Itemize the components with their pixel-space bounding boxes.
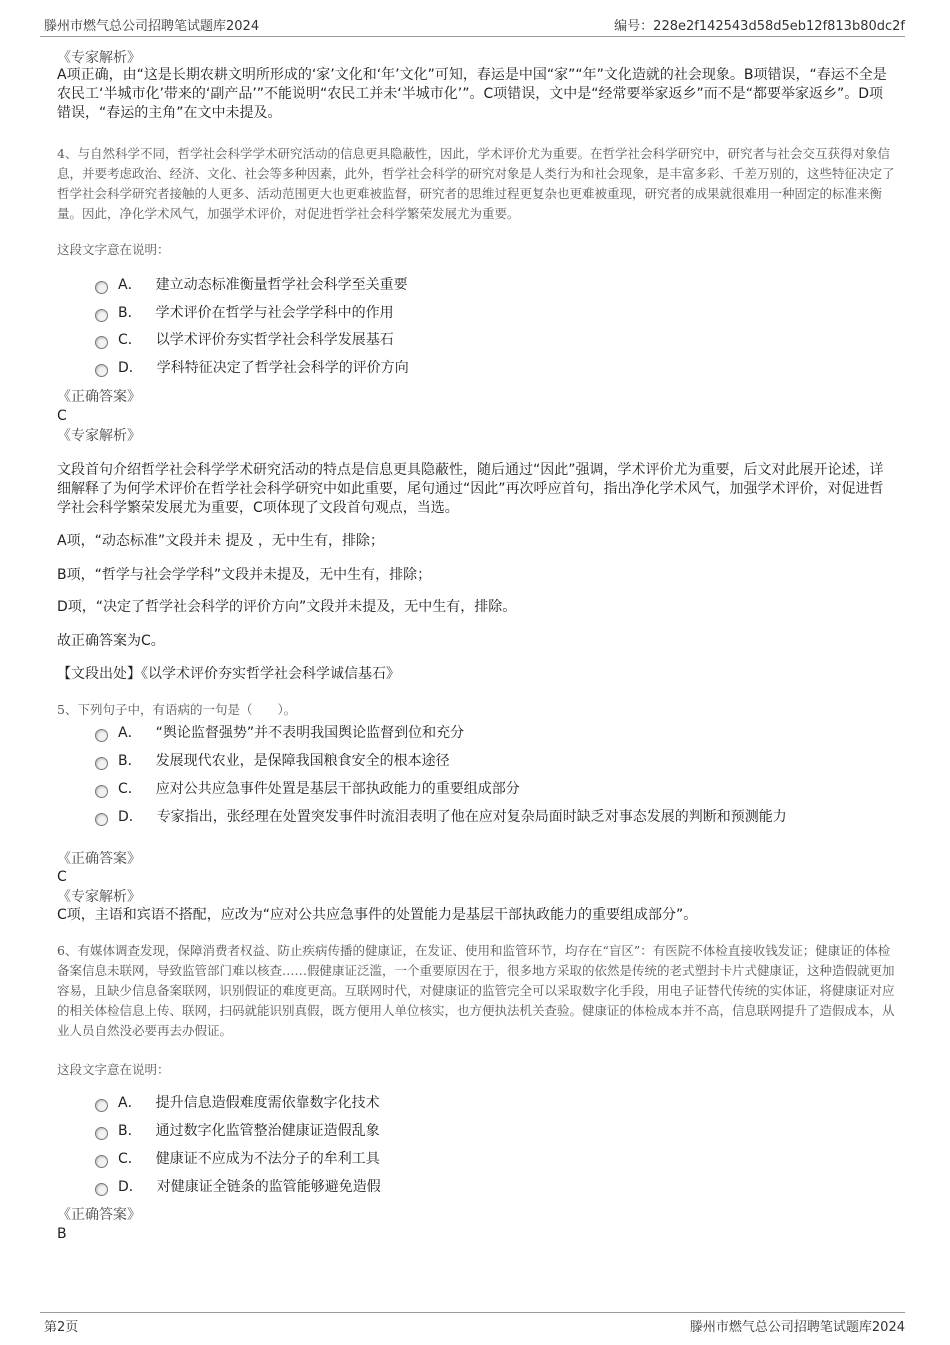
option-text: 发展现代农业，是保障我国粮食安全的根本途径	[155, 753, 450, 769]
option-letter: B．	[118, 1123, 142, 1139]
q4-option-c[interactable]	[95, 328, 394, 350]
option-letter: A．	[118, 277, 142, 293]
q4-analysis: 文段首句介绍哲学社会科学学术研究活动的特点是信息更具隐蔽性，随后通过“因此”强调，学术评价尤为重要，后文对此展开论述，详细解释了为何学术评价在哲学社会科学研究中如此重要，尾句通过“因此”再次呼应首句，指出净化学术风气，加强学术评价，对促进哲学社会科学繁荣发展尤为重要，C项体现了文段首句观点，当选。	[57, 462, 884, 516]
q5-option-d[interactable]	[95, 805, 787, 827]
q5-answer-label: 《正确答案》	[57, 851, 141, 867]
q6-option-d[interactable]	[95, 1175, 381, 1197]
option-letter: C．	[118, 332, 142, 348]
q3-analysis: A项正确，由“这是长期农耕文明所形成的‘家’文化和‘年’文化”可知，春运是中国“家”“年”文化造就的社会现象。B项错误，“春运不全是农民工‘半城市化’带来的‘副产品’”不能说明“农民工并未‘半城市化’”。C项错误，文中是“经常要举家返乡”而不是“都要举家返乡”。D项错误，“春运的主角”在文中未提及。	[57, 67, 887, 121]
q4-stem: 4、与自然科学不同，哲学社会科学学术研究活动的信息更具隐蔽性，因此，学术评价尤为重要。在哲学社会科学研究中，研究者与社会交互获得对象信息，并要考虑政治、经济、文化、社会等多种因素，此外，哲学社会科学的研究对象是人类行为和社会现象，是丰富多彩、千差万别的，这些特征决定了哲学社会科学研究者接触的人更多、活动范围更大也更难被监督，研究者的思维过程更复杂也更难被重现，研究者的成果就很难用一种固定的标准来衡量。因此，净化学术风气，加强学术评价，对促进哲学社会科学繁荣发展尤为重要。	[57, 146, 895, 221]
q4-conclusion: 故正确答案为C。	[57, 633, 165, 649]
q6-option-c[interactable]	[95, 1147, 380, 1169]
option-text: 应对公共应急事件处置是基层干部执政能力的重要组成部分	[155, 781, 520, 797]
option-text: 专家指出，张经理在处置突发事件时流泪表明了他在应对复杂局面时缺乏对事态发展的判断和预测能力	[156, 809, 787, 825]
q4-answer-label: 《正确答案》	[57, 389, 141, 405]
option-letter: A．	[118, 725, 142, 741]
option-letter: C．	[118, 1151, 142, 1167]
q6-option-a[interactable]	[95, 1091, 380, 1113]
q4-option-d[interactable]	[95, 356, 409, 378]
option-text: 通过数字化监管整治健康证造假乱象	[155, 1123, 380, 1139]
option-letter: C．	[118, 781, 142, 797]
option-letter: A．	[118, 1095, 142, 1111]
q4-analysis-a: A项，“动态标准”文段并未 提及 ，无中生有，排除；	[57, 533, 384, 549]
q5-option-b[interactable]	[95, 749, 450, 771]
option-text: 建立动态标准衡量哲学社会科学至关重要	[155, 277, 408, 293]
radio-icon[interactable]	[95, 1183, 108, 1196]
radio-icon[interactable]	[95, 813, 108, 826]
radio-icon[interactable]	[95, 785, 108, 798]
q4-expert-label: 《专家解析》	[57, 428, 141, 444]
radio-icon[interactable]	[95, 281, 108, 294]
q4-source: 【文段出处】《以学术评价夯实哲学社会科学诚信基石》	[57, 666, 400, 682]
option-text: 以学术评价夯实哲学社会科学发展基石	[155, 332, 394, 348]
option-letter: B．	[118, 305, 142, 321]
page-number: 第2页	[44, 1320, 79, 1335]
radio-icon[interactable]	[95, 1127, 108, 1140]
option-text: 对健康证全链条的监管能够避免造假	[156, 1179, 381, 1195]
q4-option-b[interactable]	[95, 301, 394, 323]
q5-answer: C	[57, 869, 67, 885]
q4-analysis-d: D项，“决定了哲学社会科学的评价方向”文段并未提及，无中生有，排除。	[57, 599, 517, 615]
q6-option-b[interactable]	[95, 1119, 380, 1141]
option-letter: D．	[118, 360, 143, 376]
footer-title: 滕州市燃气总公司招聘笔试题库2024	[689, 1320, 905, 1335]
option-letter: D．	[118, 809, 143, 825]
radio-icon[interactable]	[95, 364, 108, 377]
q4-analysis-b: B项，“哲学与社会学学科”文段并未提及，无中生有，排除；	[57, 567, 432, 583]
q5-stem: 5、下列句子中，有语病的一句是（ ）。	[57, 702, 297, 717]
q5-analysis: C项，主语和宾语不搭配，应改为“应对公共应急事件的处置能力是基层干部执政能力的重要组成部分”。	[57, 907, 698, 923]
option-text: 提升信息造假难度需依靠数字化技术	[155, 1095, 380, 1111]
q6-prompt: 这段文字意在说明：	[57, 1062, 170, 1077]
radio-icon[interactable]	[95, 1099, 108, 1112]
q4-prompt: 这段文字意在说明：	[57, 242, 170, 257]
option-text: 学术评价在哲学与社会学学科中的作用	[155, 305, 394, 321]
q4-answer: C	[57, 408, 67, 424]
q6-stem: 6、有媒体调查发现，保障消费者权益、防止疾病传播的健康证，在发证、使用和监管环节，均存在“盲区”：有医院不体检直接收钱发证；健康证的体检备案信息未联网，导致监管部门难以核查……假健康证泛滥，一个重要原因在于，很多地方采取的依然是传统的老式塑封卡片式健康证，这种造假就更加容易，且缺少信息备案联网，识别假证的难度更高。互联网时代，对健康证的监管完全可以采取数字化手段，用电子证替代传统的实体证，将健康证对应的相关体检信息上传、联网，扫码就能识别真假，既方便用人单位核实，也方便执法机关查验。健康证的体检成本并不高，信息联网提升了造假成本，从业人员自然没必要再去办假证。	[57, 943, 895, 1038]
page-header	[40, 12, 905, 37]
q4-option-a[interactable]	[95, 273, 408, 295]
radio-icon[interactable]	[95, 336, 108, 349]
q6-answer-label: 《正确答案》	[57, 1207, 141, 1223]
option-text: “舆论监督强势”并不表明我国舆论监督到位和充分	[155, 725, 465, 741]
q3-expert-label: 《专家解析》	[57, 50, 141, 66]
header-doc-id: 编号：228e2f142543d58d5eb12f813b80dc2f	[614, 19, 905, 34]
page-footer	[40, 1312, 905, 1337]
option-letter: D．	[118, 1179, 143, 1195]
q5-option-c[interactable]	[95, 777, 520, 799]
option-text: 学科特征决定了哲学社会科学的评价方向	[156, 360, 409, 376]
radio-icon[interactable]	[95, 309, 108, 322]
header-title: 滕州市燃气总公司招聘笔试题库2024	[44, 19, 260, 34]
q5-expert-label: 《专家解析》	[57, 889, 141, 905]
radio-icon[interactable]	[95, 729, 108, 742]
option-letter: B．	[118, 753, 142, 769]
radio-icon[interactable]	[95, 757, 108, 770]
radio-icon[interactable]	[95, 1155, 108, 1168]
option-text: 健康证不应成为不法分子的牟利工具	[155, 1151, 380, 1167]
q5-option-a[interactable]	[95, 721, 464, 743]
q6-answer: B	[57, 1226, 67, 1242]
